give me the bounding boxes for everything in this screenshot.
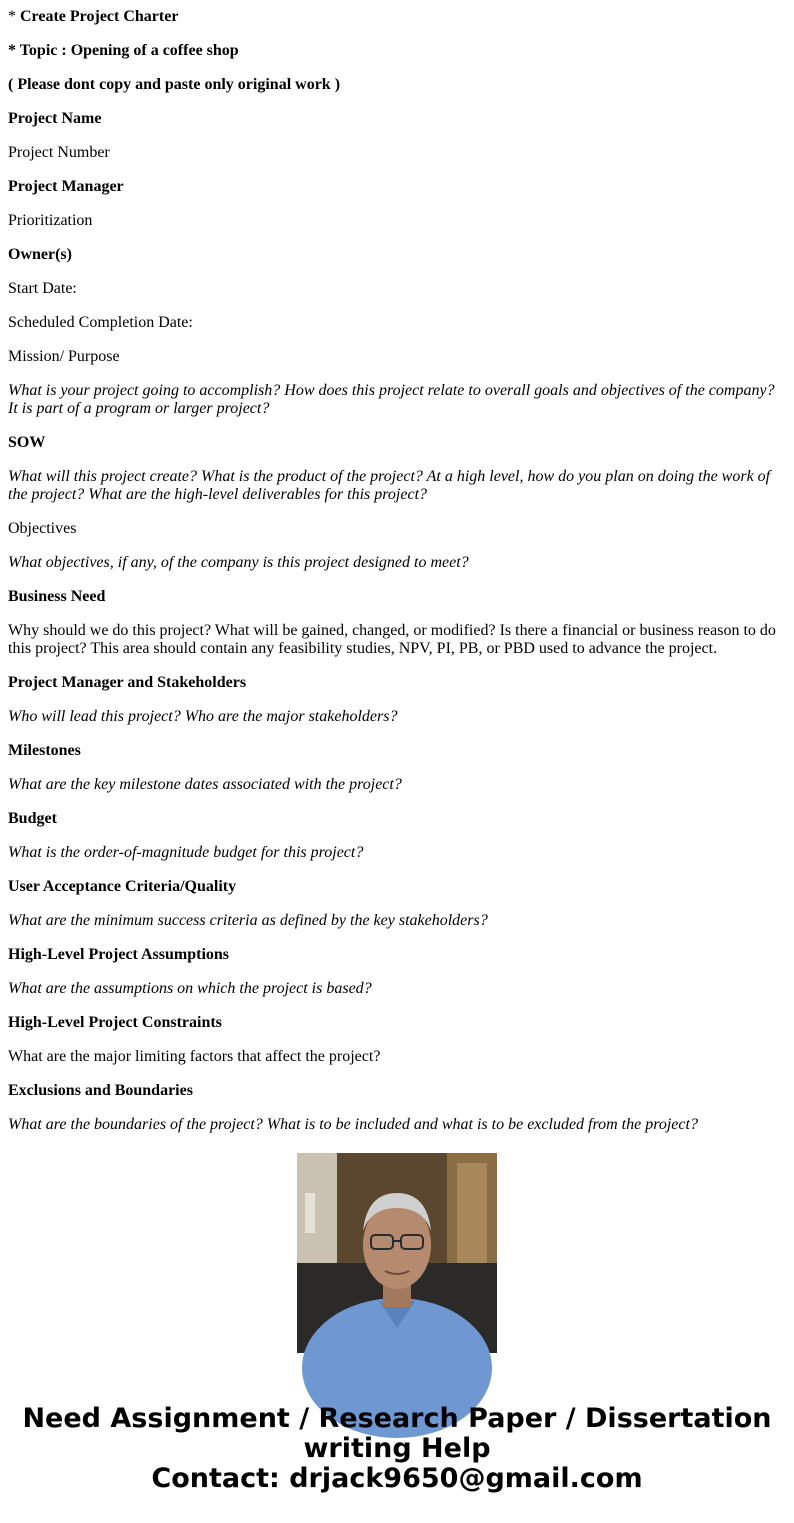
promo-line-2: writing Help — [303, 1433, 491, 1464]
business-need-heading: Business Need — [8, 588, 106, 605]
mission-question: What is your project going to accomplish? How does this project relate to overall goals and objectives of the company? It is part of a program or larger project? — [8, 382, 775, 417]
exclusions-heading: Exclusions and Boundaries — [8, 1082, 193, 1099]
assumptions-question: What are the assumptions on which the project is based? — [8, 980, 372, 997]
milestones-heading: Milestones — [8, 742, 81, 759]
contact-banner — [0, 1404, 794, 1494]
avatar — [297, 1153, 497, 1353]
charter-title: Create Project Charter — [20, 8, 179, 25]
milestones-question: What are the key milestone dates associated with the project? — [8, 776, 402, 793]
avatar-portrait-image — [297, 1153, 497, 1353]
constraints-question: What are the major limiting factors that affect the project? — [8, 1048, 381, 1065]
project-number-label: Project Number — [8, 144, 110, 161]
assumptions-heading: High-Level Project Assumptions — [8, 946, 230, 963]
objectives-question: What objectives, if any, of the company is this project designed to meet? — [8, 554, 469, 571]
sow-question: What will this project create? What is the product of the project? At a high level, how do you plan on doing the work of the project? What are the high-level deliverables for this project? — [8, 468, 771, 503]
pm-stakeholders-question: Who will lead this project? Who are the major stakeholders? — [8, 708, 398, 725]
budget-question: What is the order-of-magnitude budget for this project? — [8, 844, 364, 861]
constraints-heading: High-Level Project Constraints — [8, 1014, 222, 1031]
exclusions-question: What are the boundaries of the project? What is to be included and what is to be excluded from the project? — [8, 1116, 698, 1133]
pm-stakeholders-heading: Project Manager and Stakeholders — [8, 674, 247, 691]
project-name-label: Project Name — [8, 110, 102, 127]
budget-heading: Budget — [8, 810, 57, 827]
prioritization-label: Prioritization — [8, 212, 93, 229]
uac-heading: User Acceptance Criteria/Quality — [8, 878, 237, 895]
uac-question: What are the minimum success criteria as defined by the key stakeholders? — [8, 912, 488, 929]
scheduled-completion-label: Scheduled Completion Date: — [8, 314, 193, 331]
promo-line-1: Need Assignment / Research Paper / Dissertation — [22, 1403, 772, 1434]
promo-contact-line: Contact: drjack9650@gmail.com — [151, 1463, 643, 1494]
start-date-label: Start Date: — [8, 280, 77, 297]
business-need-text: Why should we do this project? What will be gained, changed, or modified? Is there a financial or business reason to do this project? This area should contain any feasibility studies, NPV, PI, PB, or PBD used to advance the project. — [8, 622, 776, 657]
topic-line: * Topic : Opening of a coffee shop — [8, 42, 239, 59]
objectives-heading: Objectives — [8, 520, 77, 537]
mission-purpose-heading: Mission/ Purpose — [8, 348, 120, 365]
project-manager-label: Project Manager — [8, 178, 124, 195]
title-prefix: * — [8, 8, 20, 25]
owners-label: Owner(s) — [8, 246, 72, 263]
question-document — [8, 0, 786, 1133]
charter-title-line — [8, 8, 786, 26]
sow-heading: SOW — [8, 434, 46, 451]
instruction-line: ( Please dont copy and paste only original work ) — [8, 76, 341, 93]
